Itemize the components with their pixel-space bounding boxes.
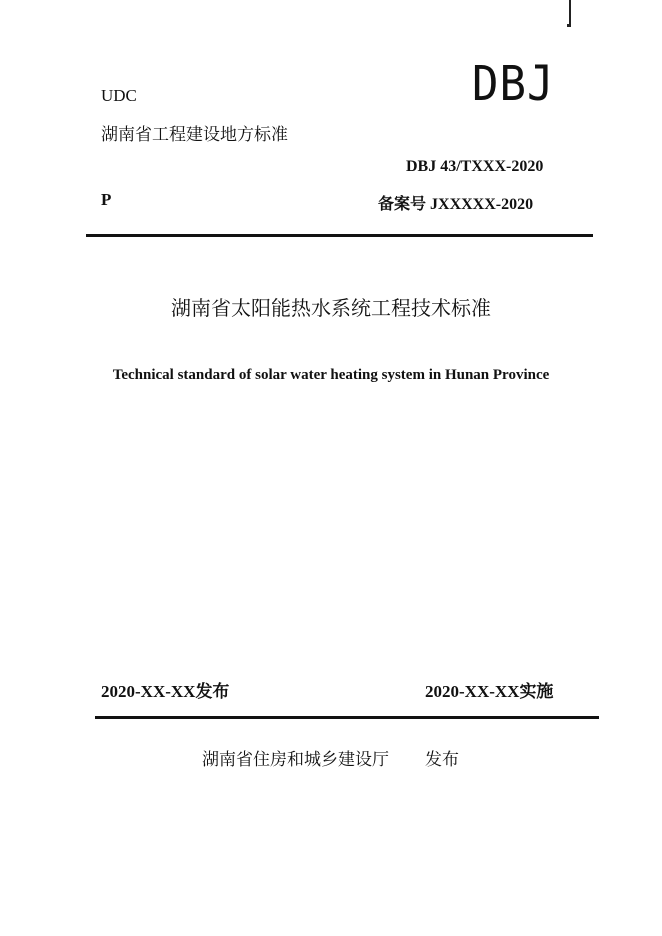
category-code: P [101,190,112,209]
corner-crop-dot [567,24,571,27]
dbj-logo: DBJ [472,56,555,113]
implement-date-line [425,677,553,702]
document-title-english: Technical standard of solar water heating system in Hunan Province [112,367,550,383]
bottom-divider [95,716,599,719]
issuing-authority: 湖南省住房和城乡建设厅 [202,750,389,770]
publish-suffix: 发布 [195,682,230,702]
local-standard-label: 湖南省工程建设地方标准 [101,125,288,145]
implement-date: 2020-XX-XX [425,682,520,701]
udc-label: UDC [101,86,137,105]
standard-number: DBJ 43/TXXX-2020 [406,158,544,175]
implement-suffix: 实施 [519,682,554,702]
record-number-line [378,191,533,214]
document-title-chinese: 湖南省太阳能热水系统工程技术标准 [171,296,491,320]
record-label: 备案号 [378,194,427,213]
top-divider [86,234,593,237]
issue-label: 发布 [425,750,459,770]
record-number: JXXXXX-2020 [430,196,534,213]
publish-date-line [101,677,229,702]
publish-date: 2020-XX-XX [101,682,196,701]
corner-crop-mark [569,0,571,24]
